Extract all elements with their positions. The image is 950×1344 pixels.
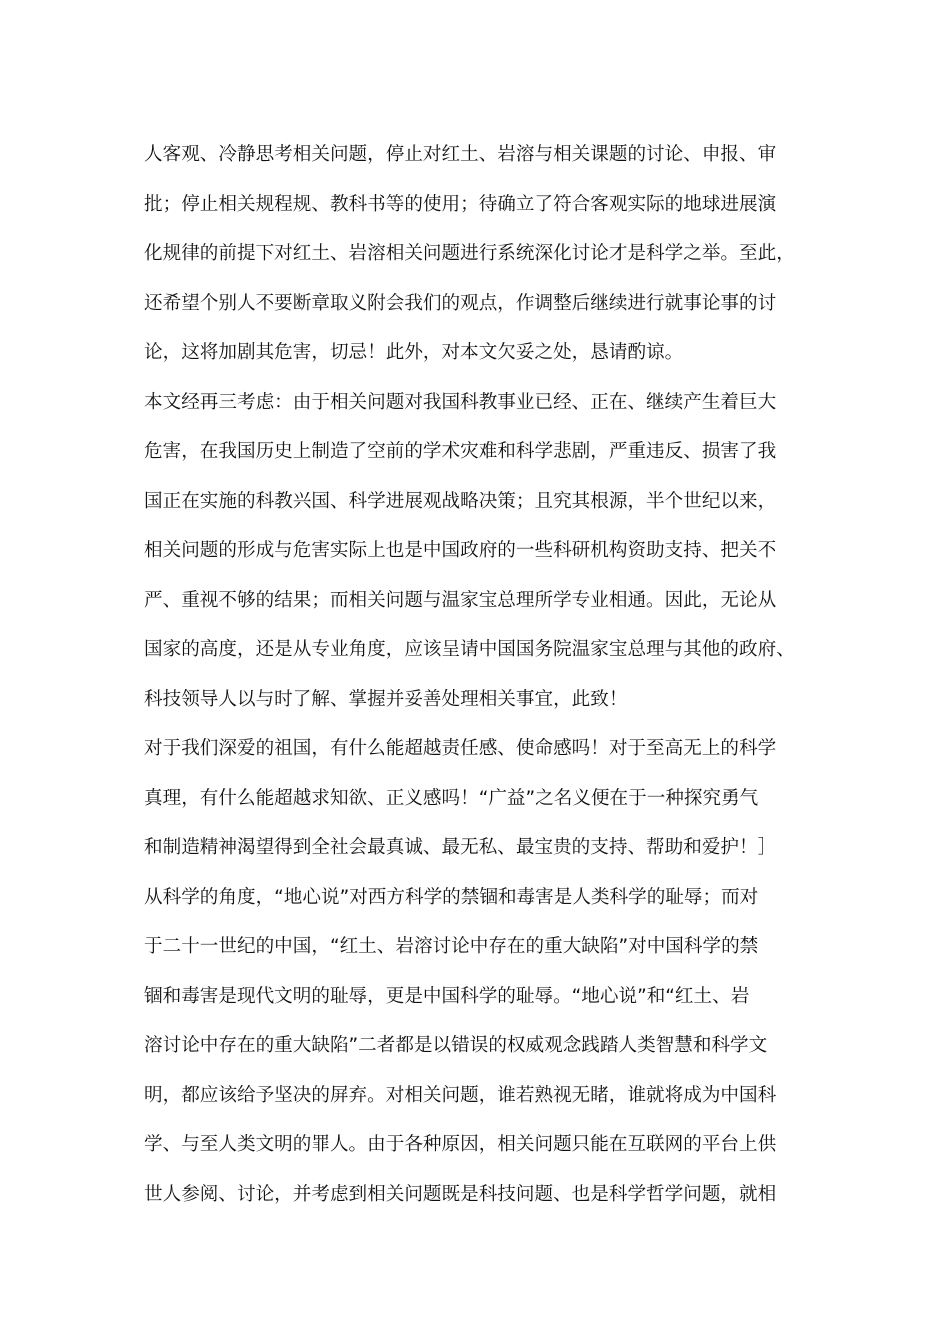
text-line-1: 人客观、冷静思考相关问题，停止对红土、岩溶与相关课题的讨论、申报、审: [144, 144, 777, 165]
text-line-8: 国正在实施的科教兴国、科学进展观战略决策；且究其根源，半个世纪以来，: [144, 490, 777, 512]
text-line-4: 还希望个别人不要断章取义附会我们的观点，作调整后继续进行就事论事的讨: [144, 292, 777, 314]
body-text: [144, 130, 834, 1219]
text-line-15: 和制造精神渴望得到全社会最真诚、最无私、最宝贵的支持、帮助和爱护！］: [144, 837, 777, 858]
text-line-12: 科技领导人以与时了解、掌握并妥善处理相关事宜，此致！: [144, 688, 628, 710]
text-line-17: 于二十一世纪的中国，“红土、岩溶讨论中存在的重大缺陷”对中国科学的禁: [144, 936, 759, 957]
text-line-2: 批；停止相关规程规、教科书等的使用；待确立了符合客观实际的地球进展演: [144, 193, 777, 215]
text-line-16: 从科学的角度，“地心说”对西方科学的禁锢和毒害是人类科学的耻辱；而对: [144, 886, 759, 908]
text-line-13: 对于我们深爱的祖国，有什么能超越责任感、使命感吗！对于至高无上的科学: [144, 738, 777, 759]
text-line-21: 学、与至人类文明的罪人。由于各种原因，相关问题只能在互联网的平台上供: [144, 1134, 777, 1155]
text-line-20: 明，都应该给予坚决的屏弃。对相关问题，谁若熟视无睹，谁就将成为中国科: [144, 1084, 777, 1106]
text-line-9: 相关问题的形成与危害实际上也是中国政府的一些科研机构资助支持、把关不: [144, 540, 777, 561]
text-line-11: 国家的高度，还是从专业角度，应该呈请中国国务院温家宝总理与其他的政府、: [144, 639, 795, 660]
text-line-3: 化规律的前提下对红土、岩溶相关问题进行系统深化讨论才是科学之举。至此，: [144, 243, 795, 264]
text-line-5: 论，这将加剧其危害，切忌！此外，对本文欠妥之处，恳请酌谅。: [144, 342, 684, 363]
text-line-7: 危害，在我国历史上制造了空前的学术灾难和科学悲剧，严重违反、损害了我: [144, 441, 777, 462]
text-line-6: 本文经再三考虑：由于相关问题对我国科教事业已经、正在、继续产生着巨大: [144, 391, 777, 413]
text-line-18: 锢和毒害是现代文明的耻辱，更是中国科学的耻辱。“地心说”和“红土、岩: [144, 985, 750, 1007]
text-line-22: 世人参阅、讨论，并考虑到相关问题既是科技问题、也是科学哲学问题，就相: [144, 1183, 777, 1205]
text-line-10: 严、重视不够的结果；而相关问题与温家宝总理所学专业相通。因此，无论从: [144, 589, 777, 611]
text-line-14: 真理，有什么能超越求知欲、正义感吗！“广益”之名义便在于一种探究勇气: [144, 787, 759, 809]
text-line-19: 溶讨论中存在的重大缺陷”二者都是以错误的权威观念践踏人类智慧和科学文: [144, 1035, 768, 1056]
